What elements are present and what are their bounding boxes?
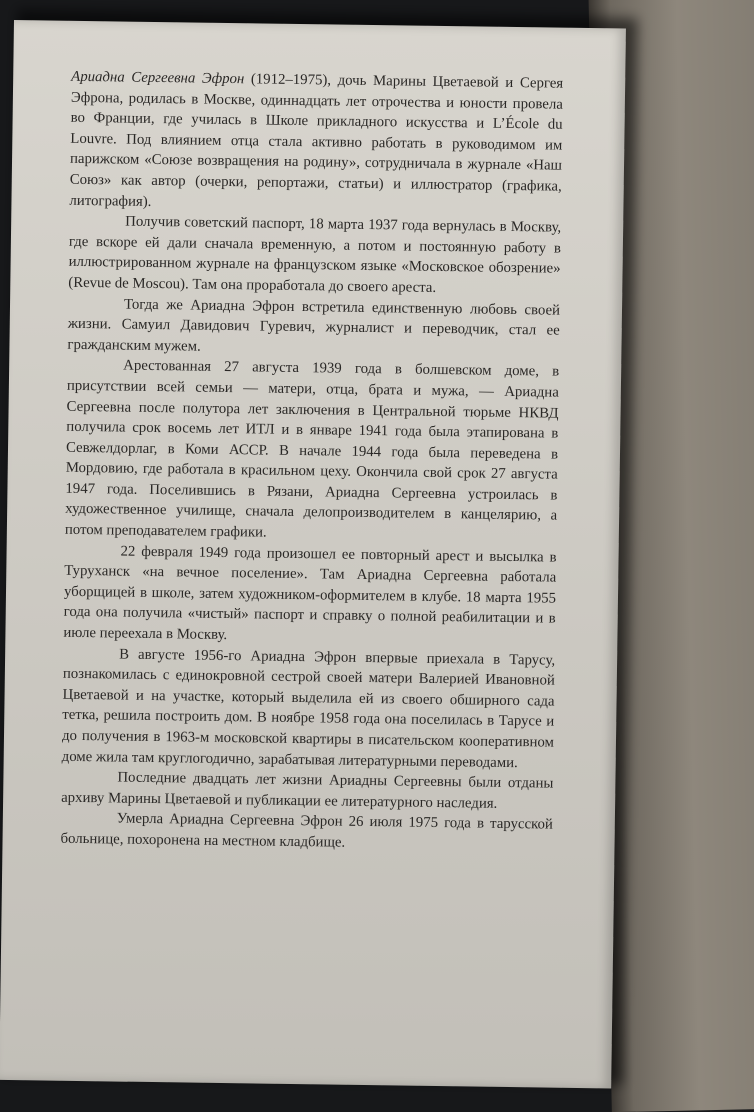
paragraph-1-text: (1912–1975), дочь Марины Цветаевой и Сергея Эфрона, родилась в Москве, одиннадцать лет отрочества и юности провела во Франции, где училась в Школе прикладного искусства и L’École du Louvre. Под влиянием отца стала активно работать в руководимом им парижском «Союзе возвращения на родину», сотрудничала в журнале «Наш Союз» как автор (очерки, репортажи, статьи) и иллюстратор (графика, литография). <box>69 71 564 210</box>
paragraph-3: Тогда же Ариадна Эфрон встретила единственную любовь своей жизни. Самуил Давидович Гуревич, журналист и переводчик, стал ее гражданским мужем. <box>67 296 561 355</box>
author-name: Ариадна Сергеевна Эфрон <box>71 68 245 88</box>
paragraph-1 <box>69 67 563 218</box>
paragraph-4: Арестованная 27 августа 1939 года в болшевском доме, в присутствии всей семьи — матери, отца, брата и мужа, — Ариадна Сергеевна после полутора лет заключения в Центральной тюрьме НКВД получила срок восемь лет ИТЛ и в январе 1941 года была этапирована в Севжелдорлаг, в Коми АССР. В начале 1944 года была переведена в Мордовию, где работала в красильном цеху. Окончила свой срок 27 августа 1947 года. Поселившись в Рязани, Ариадна Сергеевна устроилась в художественное училище, сначала делопроизводителем в канцелярию, а потом преподавателем графики. <box>64 357 560 541</box>
paragraph-8: Умерла Ариадна Сергеевна Эфрон 26 июля 1975 года в тарусской больнице, похоронена на местном кладбище. <box>60 810 553 851</box>
paragraph-6: В августе 1956-го Ариадна Эфрон впервые приехала в Тарусу, познакомилась с единокровной сестрой своей матери Валерией Ивановной Цветаевой и на участке, который выделила ей из своего обширного сада тетка, решила построить дом. В ноябре 1958 года она поселилась в Тарусе и до получения в 1963-м московской квартиры в писательском кооперативном доме жила там круглогодично, зарабатывая литературными переводами. <box>61 646 556 771</box>
biography-text <box>60 67 563 856</box>
book-page <box>0 20 626 1088</box>
paragraph-5: 22 февраля 1949 года произошел ее повторный арест и высылка в Туруханск «на вечное поселение». Там Ариадна Сергеевна работала уборщицей в школе, затем художником-оформителем в клубе. 18 марта 1955 года она получила «чистый» паспорт и справку о полной реабилитации и в июле переехала в Москву. <box>63 543 557 644</box>
paragraph-2: Получив советский паспорт, 18 марта 1937 года вернулась в Москву, где вскоре ей дали сначала временную, а потом и постоянную работу в иллюстрированном журнале на французском языке «Московское обозрение» (Revue de Moscou). Там она проработала до своего ареста. <box>68 213 562 296</box>
paragraph-7: Последние двадцать лет жизни Ариадны Сергеевны были отданы архиву Марины Цветаевой и публикации ее литературного наследия. <box>61 769 554 812</box>
